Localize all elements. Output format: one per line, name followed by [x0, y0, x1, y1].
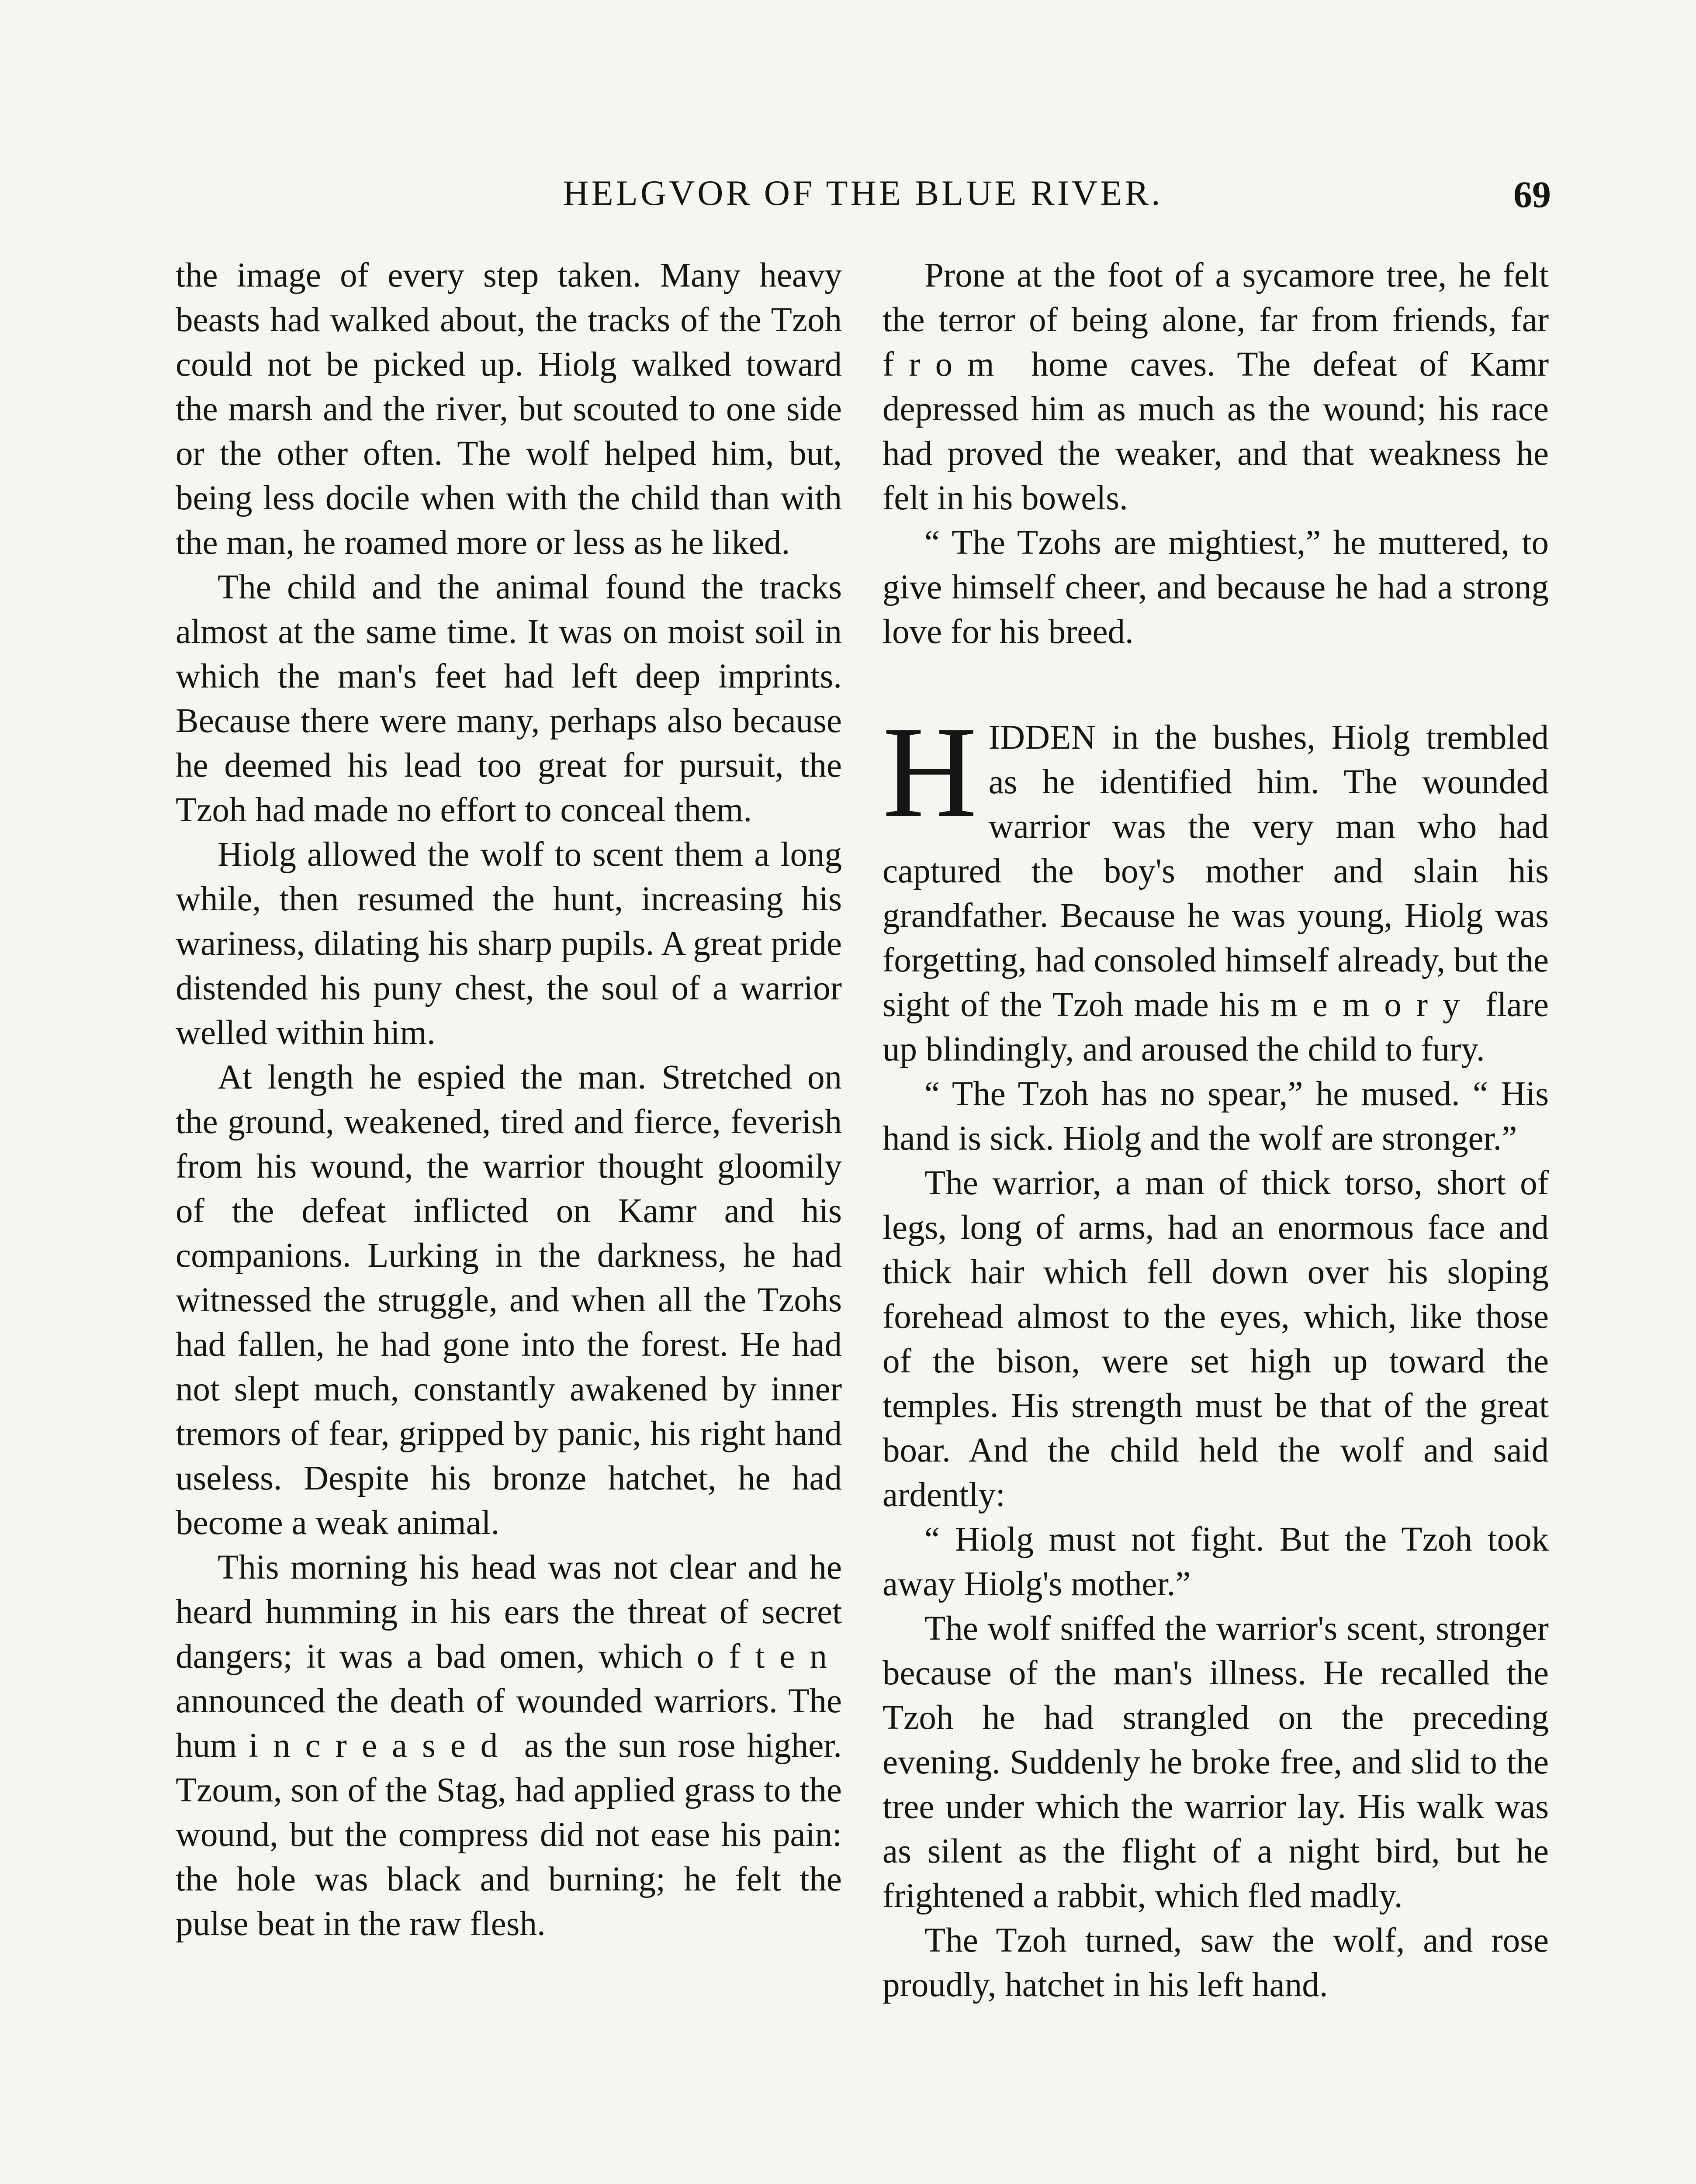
text-run: as the sun rose higher. Tzoum, son of the Stag, had applied grass to the wound, but the compress did not ease his pain: the hole was black and burning; he felt the pulse beat in the raw flesh.: [176, 1727, 842, 1943]
spaced-word: increased: [249, 1727, 513, 1765]
paragraph: [883, 253, 1549, 521]
spaced-word: from: [883, 346, 1009, 384]
section-opening-paragraph: [883, 699, 1549, 1072]
paragraph: At length he espied the man. Stretched on the ground, weakened, tired and fierce, feverish from his wound, the warrior thought gloomily of the defeat inflicted on Kamr and his companions. Lurking in the darkness, he had witnessed the struggle, and when all the Tzohs had fallen, he had gone into the forest. He had not slept much, constantly awakened by inner tremors of fear, gripped by panic, his right hand useless. Despite his bronze hatchet, he had become a weak animal.: [176, 1058, 842, 1542]
spaced-word: often: [696, 1638, 842, 1676]
paragraph: The wolf sniffed the warrior's scent, stronger because of the man's illness. He recalled the Tzoh he had strangled on the preceding evening. Suddenly he broke free, and slid to the tree under which the warrior lay. His walk was as silent as the flight of a night bird, but he frightened a rabbit, which fled madly.: [883, 1610, 1549, 1915]
text-run: This morning his head was not clear and he heard humming in his ears the threat of secret dangers; it was a bad omen, which: [176, 1548, 842, 1676]
page-number: 69: [1513, 173, 1551, 215]
text-run: flare up blindingly, and aroused the child to fury.: [883, 986, 1549, 1068]
right-column: [883, 253, 1549, 2184]
text-run: IDDEN in the bushes, Hiolg trembled as he identified him. The wounded warrior was the very man who had captured the boy's mother and slain his grandfather. Because he was young, Hiolg was forgetting, had consoled himself already, but the sight of the Tzoh made his: [883, 719, 1549, 1024]
paragraph: The warrior, a man of thick torso, short of legs, long of arms, had an enormous face and thick hair which fell down over his sloping forehead almost to the eyes, which, like those of the bison, were set high up toward the temples. His strength must be that of the great boar. And the child held the wolf and said ardently:: [883, 1164, 1549, 1514]
text-run: home caves. The defeat of Kamr depressed him as much as the wound; his race had proved the weaker, and that weakness he felt in his bowels.: [883, 346, 1549, 517]
paragraph: The Tzoh turned, saw the wolf, and rose proudly, hatchet in his left hand.: [883, 1921, 1549, 2004]
drop-cap: H: [883, 699, 977, 844]
paragraph: “ The Tzohs are mightiest,” he muttered, to give himself cheer, and because he had a strong love for his breed.: [883, 524, 1549, 651]
paragraph: [176, 1545, 842, 1946]
paragraph: Hiolg allowed the wolf to scent them a long while, then resumed the hunt, increasing his wariness, dilating his sharp pupils. A great pride distended his puny chest, the soul of a warrior welled within him.: [176, 836, 842, 1052]
paragraph: “ Hiolg must not fight. But the Tzoh took away Hiolg's mother.”: [883, 1521, 1549, 1603]
paragraph: The child and the animal found the tracks almost at the same time. It was on moist soil in which the man's feet had left deep imprints. Because there were many, perhaps also because he deemed his lead too great for pursuit, the Tzoh had made no effort to conceal them.: [176, 568, 842, 829]
left-column: [176, 253, 842, 2184]
paragraph: “ The Tzoh has no spear,” he mused. “ His hand is sick. Hiolg and the wolf are stronger.”: [883, 1075, 1549, 1158]
spaced-word: memory: [1270, 986, 1475, 1024]
running-title: HELGVOR OF THE BLUE RIVER.: [563, 173, 1163, 213]
paragraph: the image of every step taken. Many heavy beasts had walked about, the tracks of the Tzoh could not be picked up. Hiolg walked toward the marsh and the river, but scouted to one side or the other often. The wolf helped him, but, being less docile when with the child than with the man, he roamed more or less as he liked.: [176, 256, 842, 562]
running-header: [175, 173, 1551, 225]
text-run: Prone at the foot of a sycamore tree, he felt the terror of being alone, far from friends, far: [883, 256, 1549, 339]
text-run: announced the death of wounded warriors. The hum: [176, 1682, 842, 1765]
